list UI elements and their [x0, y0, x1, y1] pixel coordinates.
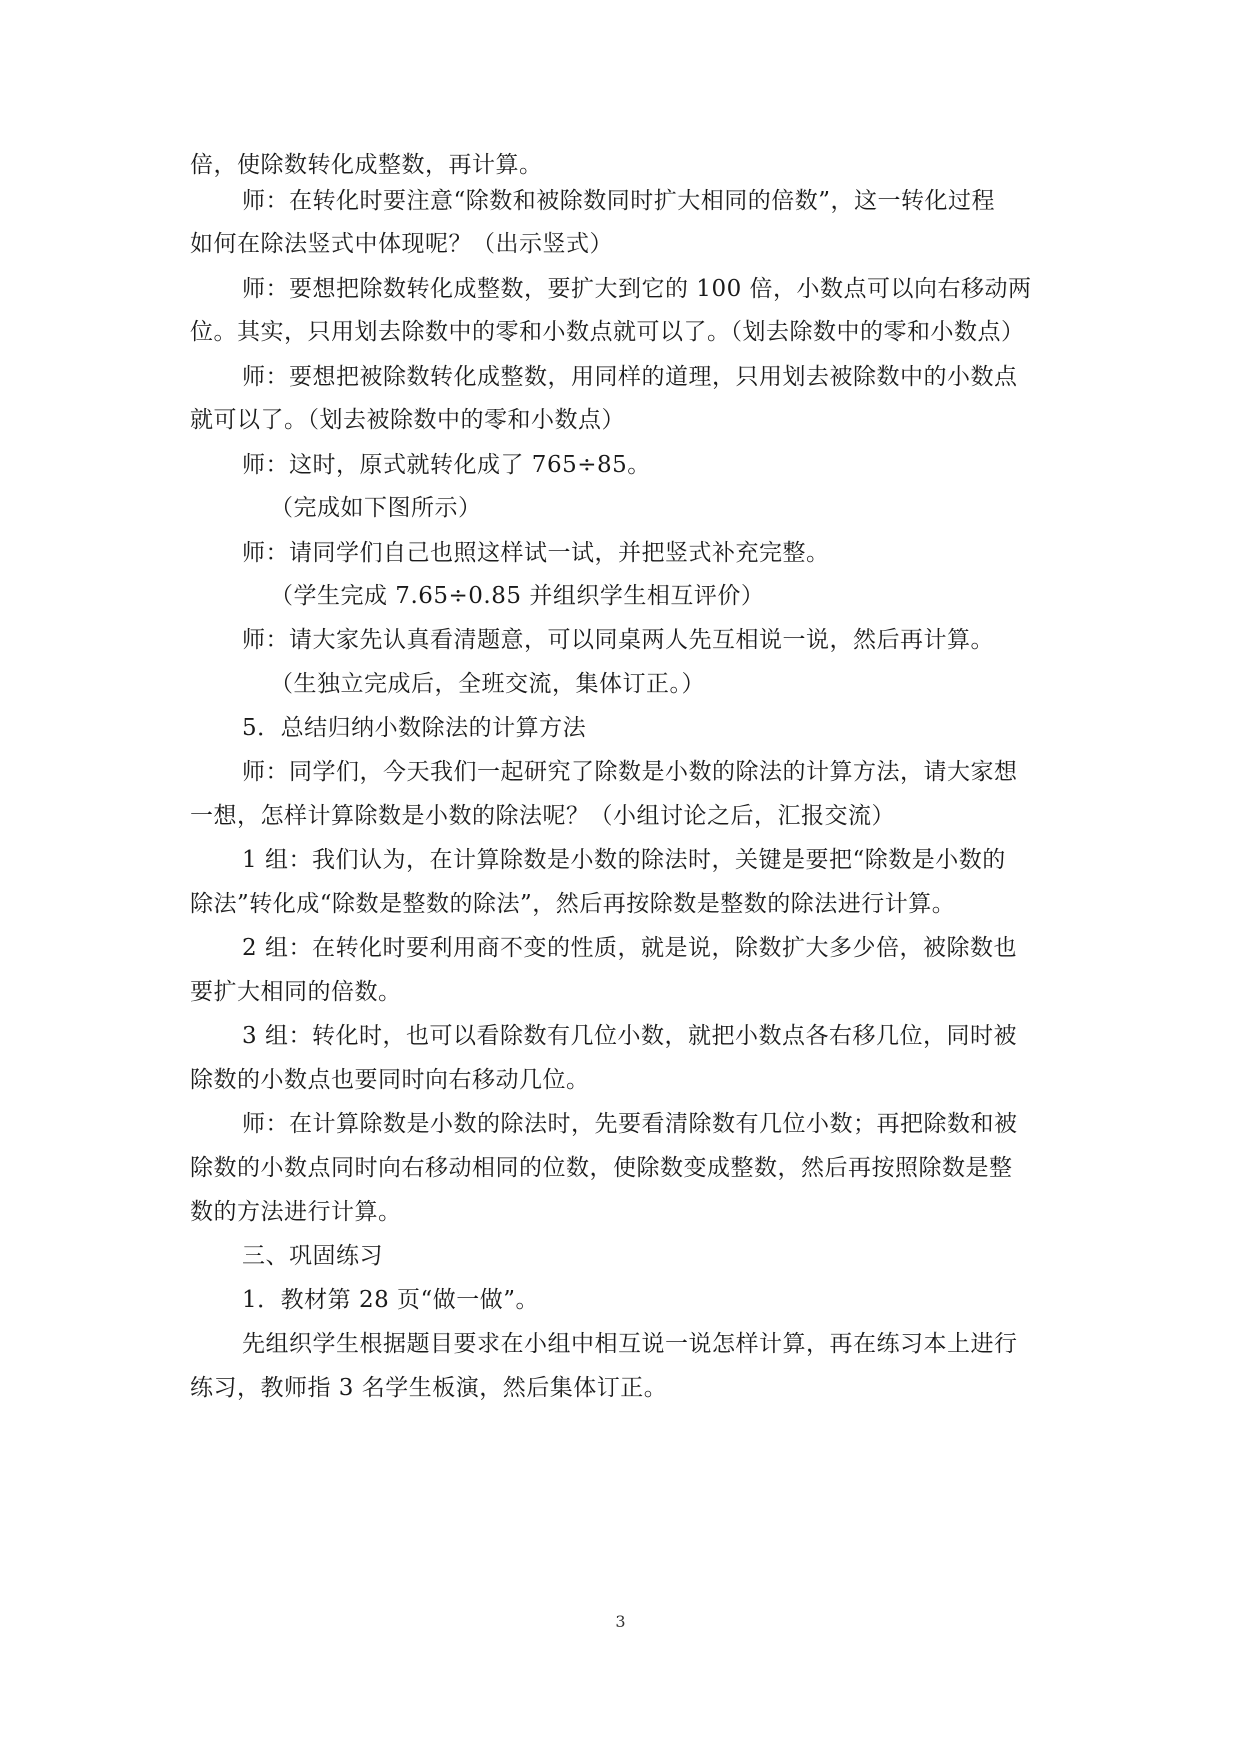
page-number: 3 — [615, 1612, 626, 1631]
text-line: 位。其实，只用划去除数中的零和小数点就可以了。（划去除数中的零和小数点） — [190, 319, 1025, 345]
text-line: 除法”转化成“除数是整数的除法”，然后再按除数是整数的除法进行计算。 — [190, 891, 956, 917]
text-line: 先组织学生根据题目要求在小组中相互说一说怎样计算，再在练习本上进行 — [242, 1331, 1018, 1357]
text-line: （完成如下图所示） — [270, 495, 482, 521]
text-line: 师：请同学们自己也照这样试一试，并把竖式补充完整。 — [242, 540, 830, 566]
text-line: 就可以了。（划去被除数中的零和小数点） — [190, 407, 625, 433]
text-line: （生独立完成后，全班交流，集体订正。） — [270, 671, 705, 697]
section-heading: 三、巩固练习 — [242, 1243, 383, 1269]
text-line: （学生完成 7.65÷0.85 并组织学生相互评价） — [270, 583, 765, 609]
text-line: 师：在转化时要注意“除数和被除数同时扩大相同的倍数”，这一转化过程 — [242, 188, 996, 214]
text-line: 练习，教师指 3 名学生板演，然后集体订正。 — [190, 1375, 668, 1401]
text-line: 师：要想把除数转化成整数，要扩大到它的 100 倍，小数点可以向右移动两 — [242, 276, 1032, 302]
text-line: 师：这时，原式就转化成了 765÷85。 — [242, 452, 651, 478]
text-line: 一想，怎样计算除数是小数的除法呢？（小组讨论之后，汇报交流） — [190, 803, 895, 829]
text-line: 倍，使除数转化成整数，再计算。 — [190, 152, 543, 178]
text-line: 除数的小数点也要同时向右移动几位。 — [190, 1067, 590, 1093]
text-line: 师：要想把被除数转化成整数，用同样的道理，只用划去被除数中的小数点 — [242, 364, 1018, 390]
text-line: 师：请大家先认真看清题意，可以同桌两人先互相说一说，然后再计算。 — [242, 627, 994, 653]
text-line: 要扩大相同的倍数。 — [190, 979, 402, 1005]
text-line: 除数的小数点同时向右移动相同的位数，使除数变成整数，然后再按照除数是整 — [190, 1155, 1013, 1181]
text-line: 1 组：我们认为，在计算除数是小数的除法时，关键是要把“除数是小数的 — [242, 847, 1006, 873]
text-line: 2 组：在转化时要利用商不变的性质，就是说，除数扩大多少倍，被除数也 — [242, 935, 1017, 961]
text-line: 1．教材第 28 页“做一做”。 — [242, 1287, 540, 1313]
text-line: 如何在除法竖式中体现呢？（出示竖式） — [190, 231, 613, 257]
text-line: 师：同学们，今天我们一起研究了除数是小数的除法的计算方法，请大家想 — [242, 759, 1018, 785]
section-heading: 5．总结归纳小数除法的计算方法 — [242, 715, 587, 741]
text-line: 3 组：转化时，也可以看除数有几位小数，就把小数点各右移几位，同时被 — [242, 1023, 1017, 1049]
text-line: 师：在计算除数是小数的除法时，先要看清除数有几位小数；再把除数和被 — [242, 1111, 1018, 1137]
text-line: 数的方法进行计算。 — [190, 1199, 402, 1225]
